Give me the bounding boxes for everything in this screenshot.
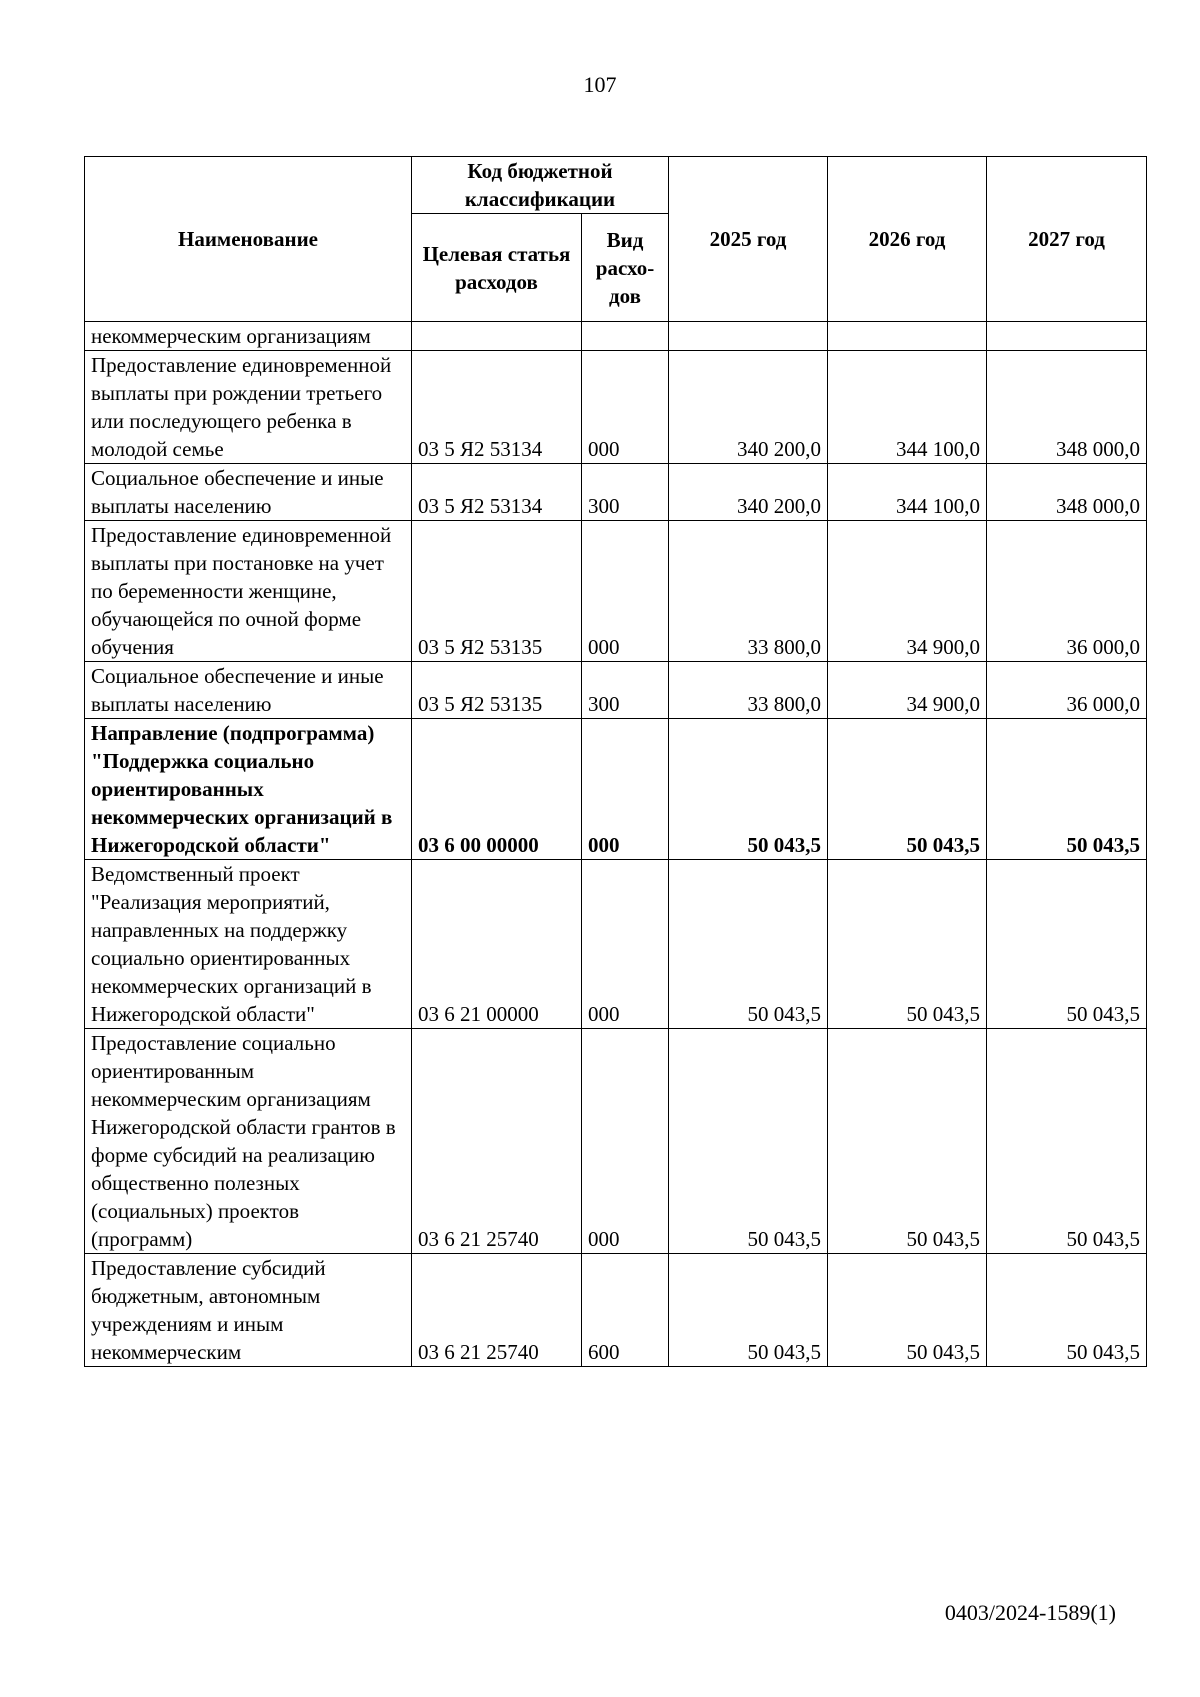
- row-expense-kind-cell: 300: [582, 464, 669, 521]
- row-2026-cell: 50 043,5: [828, 1254, 987, 1367]
- row-name-cell: некоммерческим организациям: [85, 322, 412, 351]
- row-expense-kind-cell: 000: [582, 351, 669, 464]
- row-2027-cell: 348 000,0: [987, 464, 1147, 521]
- header-2027: 2027 год: [987, 157, 1147, 322]
- row-2026-cell: 344 100,0: [828, 464, 987, 521]
- table-row: [85, 351, 1147, 464]
- row-2027-cell: 50 043,5: [987, 719, 1147, 860]
- row-target-code-cell: 03 5 Я2 53134: [412, 351, 582, 464]
- document-code: 0403/2024-1589(1): [944, 1600, 1116, 1625]
- table-row: [85, 464, 1147, 521]
- row-2025-cell: 50 043,5: [669, 719, 828, 860]
- table-row: [85, 1254, 1147, 1367]
- row-target-code-cell: [412, 322, 582, 351]
- row-2026-cell: 50 043,5: [828, 860, 987, 1029]
- row-2026-cell: 50 043,5: [828, 1029, 987, 1254]
- budget-table: [84, 156, 1147, 1367]
- row-expense-kind-cell: 300: [582, 662, 669, 719]
- row-2025-cell: 33 800,0: [669, 662, 828, 719]
- row-2026-cell: 50 043,5: [828, 719, 987, 860]
- header-expense-kind: Вид расхо-дов: [582, 214, 669, 322]
- row-name-cell: Ведомственный проект "Реализация мероприятий, направленных на поддержку социально ориентированных некоммерческих организаций в Нижегородской области": [85, 860, 412, 1029]
- row-name-cell: Предоставление субсидий бюджетным, автономным учреждениям и иным некоммерческим: [85, 1254, 412, 1367]
- table-row: [85, 1029, 1147, 1254]
- page-number: 107: [583, 72, 617, 97]
- row-2027-cell: [987, 322, 1147, 351]
- row-2027-cell: 36 000,0: [987, 662, 1147, 719]
- row-2025-cell: 340 200,0: [669, 351, 828, 464]
- header-target-article: Целевая статья расходов: [412, 214, 582, 322]
- table-row: [85, 322, 1147, 351]
- row-2025-cell: 50 043,5: [669, 860, 828, 1029]
- row-target-code-cell: 03 6 21 25740: [412, 1029, 582, 1254]
- row-2026-cell: 34 900,0: [828, 662, 987, 719]
- header-2025: 2025 год: [669, 157, 828, 322]
- row-target-code-cell: 03 5 Я2 53135: [412, 521, 582, 662]
- row-2025-cell: 50 043,5: [669, 1254, 828, 1367]
- row-2026-cell: 344 100,0: [828, 351, 987, 464]
- row-name-cell: Предоставление единовременной выплаты при рождении третьего или последующего ребенка в молодой семье: [85, 351, 412, 464]
- header-code-group: Код бюджетной классификации: [412, 157, 669, 214]
- row-2027-cell: 36 000,0: [987, 521, 1147, 662]
- table-row: [85, 860, 1147, 1029]
- row-name-cell: Социальное обеспечение и иные выплаты населению: [85, 662, 412, 719]
- row-2025-cell: 340 200,0: [669, 464, 828, 521]
- row-name-cell: Предоставление единовременной выплаты при постановке на учет по беременности женщине, обучающейся по очной форме обучения: [85, 521, 412, 662]
- row-expense-kind-cell: 000: [582, 860, 669, 1029]
- header-2026: 2026 год: [828, 157, 987, 322]
- row-expense-kind-cell: 600: [582, 1254, 669, 1367]
- row-name-cell: Направление (подпрограмма) "Поддержка социально ориентированных некоммерческих организаций в Нижегородской области": [85, 719, 412, 860]
- row-expense-kind-cell: 000: [582, 719, 669, 860]
- row-target-code-cell: 03 6 21 25740: [412, 1254, 582, 1367]
- row-2025-cell: 33 800,0: [669, 521, 828, 662]
- row-target-code-cell: 03 6 00 00000: [412, 719, 582, 860]
- row-target-code-cell: 03 6 21 00000: [412, 860, 582, 1029]
- table-row: [85, 719, 1147, 860]
- row-2025-cell: 50 043,5: [669, 1029, 828, 1254]
- row-name-cell: Социальное обеспечение и иные выплаты населению: [85, 464, 412, 521]
- row-target-code-cell: 03 5 Я2 53134: [412, 464, 582, 521]
- header-name: Наименование: [85, 157, 412, 322]
- row-2027-cell: 50 043,5: [987, 860, 1147, 1029]
- row-name-cell: Предоставление социально ориентированным некоммерческим организациям Нижегородской области грантов в форме субсидий на реализацию общественно полезных (социальных) проектов (программ): [85, 1029, 412, 1254]
- row-2026-cell: 34 900,0: [828, 521, 987, 662]
- row-2025-cell: [669, 322, 828, 351]
- table-row: [85, 662, 1147, 719]
- row-2027-cell: 50 043,5: [987, 1029, 1147, 1254]
- row-target-code-cell: 03 5 Я2 53135: [412, 662, 582, 719]
- table-row: [85, 521, 1147, 662]
- row-2026-cell: [828, 322, 987, 351]
- row-expense-kind-cell: [582, 322, 669, 351]
- row-2027-cell: 50 043,5: [987, 1254, 1147, 1367]
- row-expense-kind-cell: 000: [582, 521, 669, 662]
- row-expense-kind-cell: 000: [582, 1029, 669, 1254]
- row-2027-cell: 348 000,0: [987, 351, 1147, 464]
